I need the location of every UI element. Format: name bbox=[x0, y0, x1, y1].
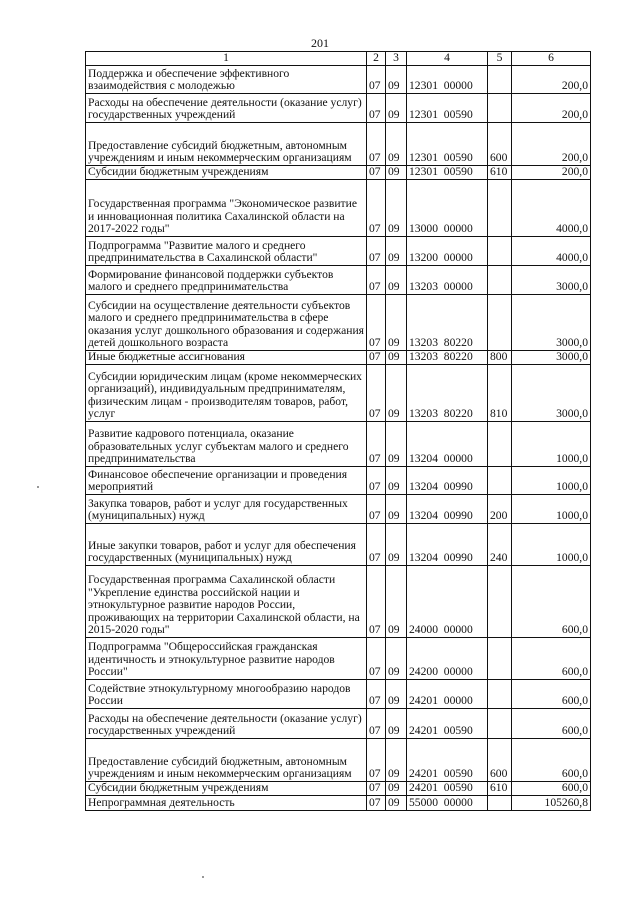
row-target-article: 13204 00990 bbox=[407, 524, 488, 566]
row-section: 07 bbox=[367, 782, 386, 796]
header-target-article: 4 bbox=[407, 52, 488, 66]
row-target-article: 13200 00000 bbox=[407, 237, 488, 266]
row-target-article: 13204 00000 bbox=[407, 422, 488, 467]
row-expense-type: 810 bbox=[488, 365, 512, 422]
row-expense-type bbox=[488, 709, 512, 739]
row-expense-type bbox=[488, 266, 512, 295]
row-name: Содействие этнокультурному многообразию народов России bbox=[86, 680, 367, 709]
row-name: Иные закупки товаров, работ и услуг для обеспечения государственных (муниципальных) нужд bbox=[86, 524, 367, 566]
table-row bbox=[86, 180, 591, 237]
row-section: 07 bbox=[367, 94, 386, 123]
row-name: Поддержка и обеспечение эффективного взаимодействия с молодежью bbox=[86, 66, 367, 94]
table-row bbox=[86, 680, 591, 709]
row-amount: 3000,0 bbox=[512, 351, 591, 365]
row-expense-type: 600 bbox=[488, 739, 512, 782]
row-section: 07 bbox=[367, 237, 386, 266]
row-section: 07 bbox=[367, 266, 386, 295]
row-name: Субсидии юридическим лицам (кроме некоммерческих организаций), индивидуальным предпринимателям, физическим лицам - производителям товаров, работ, услуг bbox=[86, 365, 367, 422]
row-target-article: 24201 00590 bbox=[407, 739, 488, 782]
scan-speck bbox=[202, 876, 204, 878]
row-name: Закупка товаров, работ и услуг для государственных (муниципальных) нужд bbox=[86, 495, 367, 524]
row-amount: 1000,0 bbox=[512, 524, 591, 566]
row-target-article: 55000 00000 bbox=[407, 796, 488, 811]
row-expense-type: 200 bbox=[488, 495, 512, 524]
row-name: Предоставление субсидий бюджетным, автономным учреждениям и иным некоммерческим организациям bbox=[86, 123, 367, 166]
row-section: 07 bbox=[367, 638, 386, 680]
row-name: Государственная программа Сахалинской области "Укрепление единства российской нации и этнокультурное развитие народов России, проживающих на территории Сахалинской области, на 2015-2020 годы" bbox=[86, 566, 367, 638]
row-target-article: 13203 00000 bbox=[407, 266, 488, 295]
row-subsection: 09 bbox=[386, 495, 407, 524]
row-subsection: 09 bbox=[386, 782, 407, 796]
table-row bbox=[86, 566, 591, 638]
table-row bbox=[86, 94, 591, 123]
table-row bbox=[86, 422, 591, 467]
row-target-article: 24000 00000 bbox=[407, 566, 488, 638]
row-amount: 600,0 bbox=[512, 680, 591, 709]
row-expense-type bbox=[488, 796, 512, 811]
row-amount: 1000,0 bbox=[512, 495, 591, 524]
row-amount: 200,0 bbox=[512, 123, 591, 166]
row-name: Расходы на обеспечение деятельности (оказание услуг) государственных учреждений bbox=[86, 709, 367, 739]
row-subsection: 09 bbox=[386, 180, 407, 237]
row-amount: 3000,0 bbox=[512, 365, 591, 422]
row-subsection: 09 bbox=[386, 351, 407, 365]
row-section: 07 bbox=[367, 467, 386, 495]
row-name: Иные бюджетные ассигнования bbox=[86, 351, 367, 365]
row-amount: 4000,0 bbox=[512, 180, 591, 237]
row-subsection: 09 bbox=[386, 66, 407, 94]
header-subsection: 3 bbox=[386, 52, 407, 66]
row-amount: 600,0 bbox=[512, 782, 591, 796]
table-row bbox=[86, 237, 591, 266]
row-name: Субсидии на осуществление деятельности субъектов малого и среднего предпринимательства в сфере оказания услуг дошкольного образования и содержания детей дошкольного возраста bbox=[86, 295, 367, 351]
row-amount: 4000,0 bbox=[512, 237, 591, 266]
row-subsection: 09 bbox=[386, 709, 407, 739]
row-section: 07 bbox=[367, 709, 386, 739]
row-subsection: 09 bbox=[386, 467, 407, 495]
row-subsection: 09 bbox=[386, 295, 407, 351]
row-subsection: 09 bbox=[386, 524, 407, 566]
header-amount: 6 bbox=[512, 52, 591, 66]
row-target-article: 13203 80220 bbox=[407, 365, 488, 422]
row-name: Государственная программа "Экономическое развитие и инновационная политика Сахалинской области на 2017-2022 годы" bbox=[86, 180, 367, 237]
row-target-article: 13203 80220 bbox=[407, 351, 488, 365]
row-name: Развитие кадрового потенциала, оказание образовательных услуг субъектам малого и среднего предпринимательства bbox=[86, 422, 367, 467]
row-amount: 1000,0 bbox=[512, 467, 591, 495]
row-target-article: 12301 00000 bbox=[407, 66, 488, 94]
row-expense-type bbox=[488, 638, 512, 680]
row-name: Предоставление субсидий бюджетным, автономным учреждениям и иным некоммерческим организациям bbox=[86, 739, 367, 782]
row-amount: 600,0 bbox=[512, 638, 591, 680]
row-target-article: 13204 00990 bbox=[407, 495, 488, 524]
row-subsection: 09 bbox=[386, 94, 407, 123]
table-row bbox=[86, 166, 591, 180]
row-name: Формирование финансовой поддержки субъектов малого и среднего предпринимательства bbox=[86, 266, 367, 295]
row-section: 07 bbox=[367, 680, 386, 709]
row-target-article: 24201 00000 bbox=[407, 680, 488, 709]
row-subsection: 09 bbox=[386, 266, 407, 295]
row-subsection: 09 bbox=[386, 796, 407, 811]
row-expense-type bbox=[488, 566, 512, 638]
row-target-article: 13204 00990 bbox=[407, 467, 488, 495]
row-name: Субсидии бюджетным учреждениям bbox=[86, 782, 367, 796]
row-subsection: 09 bbox=[386, 566, 407, 638]
row-expense-type bbox=[488, 295, 512, 351]
row-expense-type bbox=[488, 680, 512, 709]
row-amount: 105260,8 bbox=[512, 796, 591, 811]
row-section: 07 bbox=[367, 739, 386, 782]
table-row bbox=[86, 638, 591, 680]
row-expense-type bbox=[488, 94, 512, 123]
row-subsection: 09 bbox=[386, 123, 407, 166]
row-section: 07 bbox=[367, 180, 386, 237]
row-section: 07 bbox=[367, 365, 386, 422]
table-row bbox=[86, 365, 591, 422]
row-amount: 1000,0 bbox=[512, 422, 591, 467]
table-row bbox=[86, 739, 591, 782]
row-subsection: 09 bbox=[386, 166, 407, 180]
table-row bbox=[86, 66, 591, 94]
table-row bbox=[86, 266, 591, 295]
header-name: 1 bbox=[86, 52, 367, 66]
row-target-article: 13203 80220 bbox=[407, 295, 488, 351]
table-row bbox=[86, 709, 591, 739]
header-row bbox=[86, 52, 591, 66]
row-target-article: 13000 00000 bbox=[407, 180, 488, 237]
row-expense-type bbox=[488, 237, 512, 266]
row-target-article: 12301 00590 bbox=[407, 166, 488, 180]
scan-speck bbox=[37, 486, 39, 488]
row-expense-type: 600 bbox=[488, 123, 512, 166]
row-amount: 3000,0 bbox=[512, 266, 591, 295]
row-expense-type: 240 bbox=[488, 524, 512, 566]
row-amount: 200,0 bbox=[512, 94, 591, 123]
row-subsection: 09 bbox=[386, 237, 407, 266]
row-expense-type bbox=[488, 66, 512, 94]
row-section: 07 bbox=[367, 295, 386, 351]
row-target-article: 12301 00590 bbox=[407, 94, 488, 123]
page-number: 201 bbox=[311, 36, 329, 50]
row-target-article: 24201 00590 bbox=[407, 782, 488, 796]
row-subsection: 09 bbox=[386, 422, 407, 467]
row-amount: 200,0 bbox=[512, 166, 591, 180]
row-name: Финансовое обеспечение организации и проведения мероприятий bbox=[86, 467, 367, 495]
row-subsection: 09 bbox=[386, 739, 407, 782]
row-target-article: 24201 00590 bbox=[407, 709, 488, 739]
row-amount: 600,0 bbox=[512, 709, 591, 739]
row-section: 07 bbox=[367, 123, 386, 166]
table-row bbox=[86, 524, 591, 566]
row-section: 07 bbox=[367, 166, 386, 180]
row-name: Подпрограмма "Развитие малого и среднего предпринимательства в Сахалинской области" bbox=[86, 237, 367, 266]
header-expense-type: 5 bbox=[488, 52, 512, 66]
row-section: 07 bbox=[367, 422, 386, 467]
row-expense-type bbox=[488, 467, 512, 495]
table-row bbox=[86, 782, 591, 796]
row-section: 07 bbox=[367, 495, 386, 524]
row-section: 07 bbox=[367, 524, 386, 566]
row-section: 07 bbox=[367, 566, 386, 638]
row-subsection: 09 bbox=[386, 680, 407, 709]
row-expense-type: 610 bbox=[488, 782, 512, 796]
row-amount: 600,0 bbox=[512, 739, 591, 782]
row-name: Непрограммная деятельность bbox=[86, 796, 367, 811]
row-subsection: 09 bbox=[386, 365, 407, 422]
row-section: 07 bbox=[367, 351, 386, 365]
row-name: Подпрограмма "Общероссийская гражданская идентичность и этнокультурное развитие народов России" bbox=[86, 638, 367, 680]
row-expense-type: 610 bbox=[488, 166, 512, 180]
budget-table bbox=[85, 51, 591, 811]
row-name: Субсидии бюджетным учреждениям bbox=[86, 166, 367, 180]
row-target-article: 12301 00590 bbox=[407, 123, 488, 166]
row-amount: 3000,0 bbox=[512, 295, 591, 351]
table-row bbox=[86, 467, 591, 495]
row-section: 07 bbox=[367, 66, 386, 94]
row-expense-type: 800 bbox=[488, 351, 512, 365]
row-subsection: 09 bbox=[386, 638, 407, 680]
row-amount: 200,0 bbox=[512, 66, 591, 94]
table-row bbox=[86, 495, 591, 524]
table-row bbox=[86, 796, 591, 811]
table-row bbox=[86, 295, 591, 351]
row-target-article: 24200 00000 bbox=[407, 638, 488, 680]
table-row bbox=[86, 123, 591, 166]
table-row bbox=[86, 351, 591, 365]
header-section: 2 bbox=[367, 52, 386, 66]
row-expense-type bbox=[488, 180, 512, 237]
row-expense-type bbox=[488, 422, 512, 467]
row-amount: 600,0 bbox=[512, 566, 591, 638]
row-name: Расходы на обеспечение деятельности (оказание услуг) государственных учреждений bbox=[86, 94, 367, 123]
row-section: 07 bbox=[367, 796, 386, 811]
